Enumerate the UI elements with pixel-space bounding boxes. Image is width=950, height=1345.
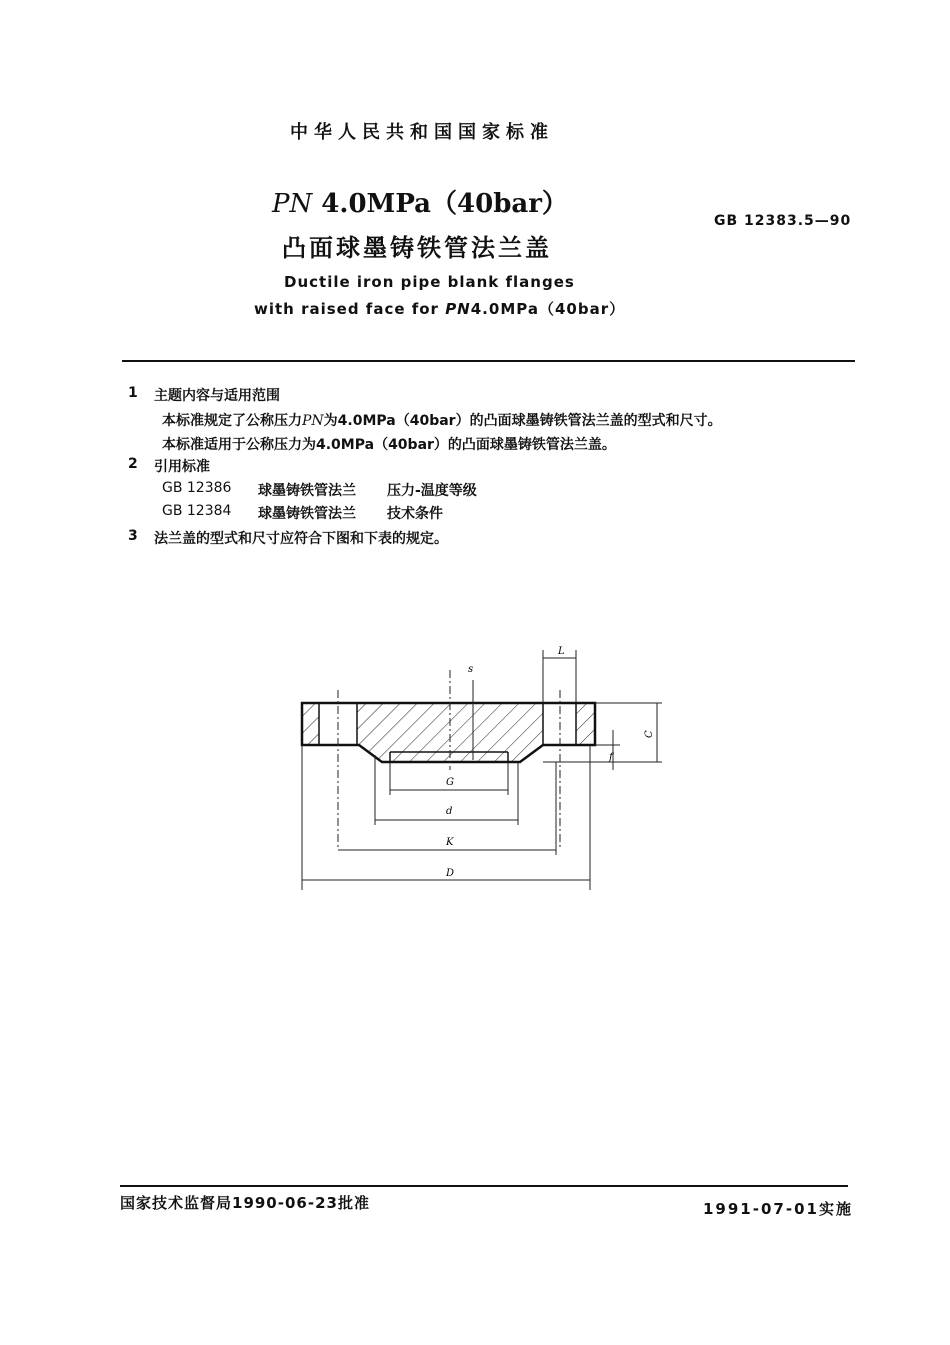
section-1-paragraph-2: 本标准适用于公称压力为4.0MPa（40bar）的凸面球墨铸铁管法兰盖。 <box>162 437 616 453</box>
section-1-number: 1 <box>128 385 138 401</box>
section-1-paragraph-1 <box>162 410 722 430</box>
title-pressure-rating <box>272 183 568 220</box>
title-pn-value: 4.0MPa（40bar） <box>312 189 568 219</box>
dim-label-L: L <box>558 646 565 657</box>
dim-label-f: f <box>609 752 613 763</box>
reference-1-code: GB 12386 <box>162 480 232 496</box>
issuing-standard-body: 中华人民共和国国家标准 <box>290 122 554 143</box>
title-chinese: 凸面球墨铸铁管法兰盖 <box>282 234 552 262</box>
para1-pn: PN <box>302 413 324 429</box>
section-3-number: 3 <box>128 528 138 544</box>
title-pn-symbol: PN <box>272 189 313 219</box>
reference-1-desc: 压力-温度等级 <box>387 483 477 499</box>
reference-2-desc: 技术条件 <box>387 506 443 522</box>
standard-number: GB 12383.5—90 <box>714 213 852 229</box>
flange-section <box>302 703 595 762</box>
title-english-line2 <box>254 298 625 319</box>
dim-label-C: C <box>644 730 655 738</box>
dim-label-d: d <box>446 806 453 817</box>
section-3-heading: 法兰盖的型式和尺寸应符合下图和下表的规定。 <box>154 531 448 547</box>
section-2-number: 2 <box>128 456 138 472</box>
approval-date: 国家技术监督局1990-06-23批准 <box>120 1194 370 1212</box>
dim-label-s: s <box>468 664 474 675</box>
reference-2-title: 球墨铸铁管法兰 <box>258 506 356 522</box>
reference-1-title: 球墨铸铁管法兰 <box>258 483 356 499</box>
title-english-line1: Ductile iron pipe blank flanges <box>284 273 575 291</box>
para1-text-a: 本标准规定了公称压力 <box>162 413 302 429</box>
blank-flange-drawing <box>290 640 670 900</box>
title-english-pn: PN <box>445 300 471 318</box>
footer-divider <box>120 1185 848 1187</box>
dimension-lines <box>302 650 662 890</box>
dim-label-G: G <box>446 777 454 788</box>
dim-label-K: K <box>446 837 454 848</box>
effective-date: 1991-07-01实施 <box>703 1200 853 1218</box>
title-english-suffix: 4.0MPa（40bar） <box>470 300 626 318</box>
dim-label-D: D <box>446 868 455 879</box>
header-divider <box>122 360 855 362</box>
section-2-heading: 引用标准 <box>154 459 210 475</box>
title-english-prefix: with raised face for <box>254 300 446 318</box>
para1-text-b: 为4.0MPa（40bar）的凸面球墨铸铁管法兰盖的型式和尺寸。 <box>323 413 722 429</box>
reference-2-code: GB 12384 <box>162 503 232 519</box>
section-1-heading: 主题内容与适用范围 <box>154 388 280 404</box>
